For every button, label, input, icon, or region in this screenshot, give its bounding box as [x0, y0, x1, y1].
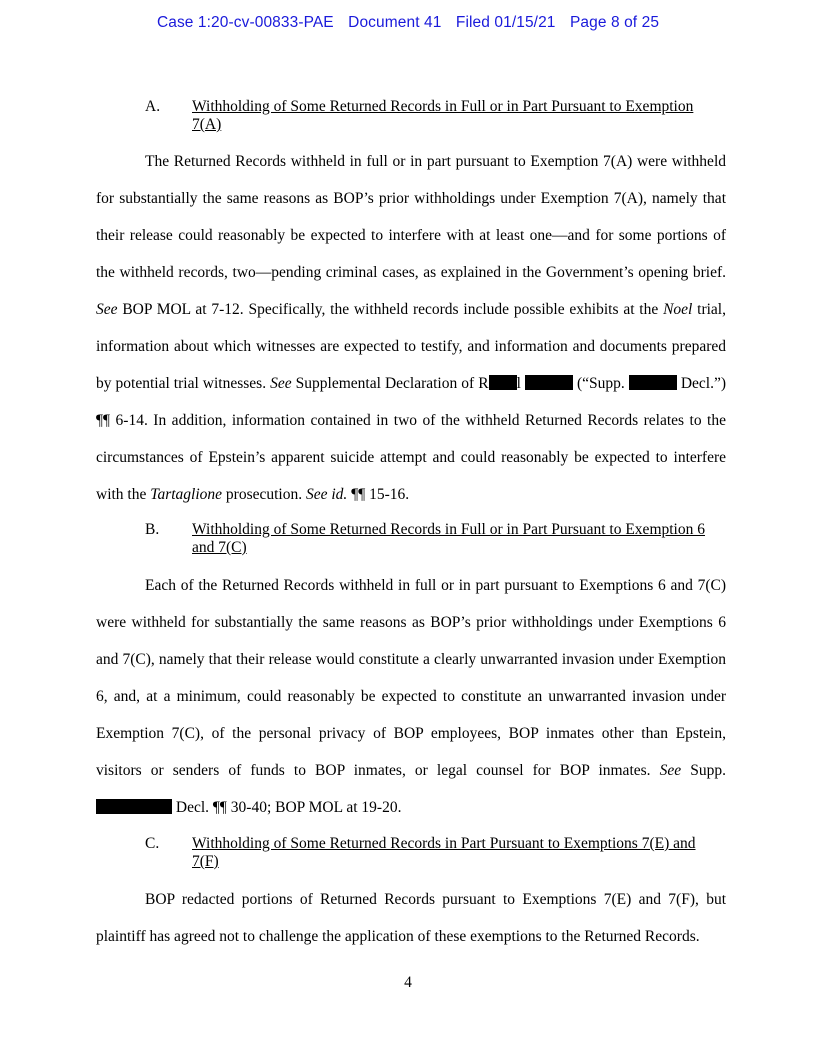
section-b-title: Withholding of Some Returned Records in Full or in Part Pursuant to Exemption 6 and 7(C) — [192, 521, 705, 556]
case-number: Case 1:20-cv-00833-PAE — [156, 14, 334, 31]
page-indicator: Page 8 of 25 — [569, 14, 660, 31]
section-c-title: Withholding of Some Returned Records in Part Pursuant to Exemptions 7(E) and 7(F) — [192, 835, 696, 870]
redaction-block — [629, 375, 677, 390]
section-a-paragraph: The Returned Records withheld in full or in part pursuant to Exemption 7(A) were withheld for substantially the same reasons as BOP’s prior withholdings under Exemption 7(A), namely that their release could reasonably be expected to interfere with at least one—and for some portions of the withheld records, two—pending criminal cases, as explained in the Government’s opening brief. See BOP MOL at 7-12. Specifically, the withheld records include possible exhibits at the Noel trial, information about which witnesses are expected to testify, and information and documents prepared by potential trial witnesses. See Supplemental Declaration of R l (“Supp. Decl.”) ¶¶ 6-14. In addition, information contained in two of the withheld Returned Records relates to the circumstances of Epstein’s apparent suicide attempt and could reasonably be expected to interfere with the Tartaglione prosecution. See id. ¶¶ 15-16. — [96, 153, 726, 503]
section-a-letter: A. — [145, 98, 161, 115]
section-b-letter: B. — [145, 521, 160, 538]
page-number: 4 — [404, 974, 412, 991]
section-b-paragraph: Each of the Returned Records withheld in full or in part pursuant to Exemptions 6 and 7(C) were withheld for substantially the same reasons as BOP’s prior withholdings under Exemptions 6 and 7(C), namely that their release would constitute a clearly unwarranted invasion under Exemption 6, and, at a minimum, could reasonably be expected to constitute an unwarranted invasion under Exemption 7(C), of the personal privacy of BOP employees, BOP inmates other than Epstein, visitors or senders of funds to BOP inmates, or legal counsel for BOP inmates. See Supp. Decl. ¶¶ 30-40; BOP MOL at 19-20. — [96, 577, 727, 816]
case-header — [0, 14, 816, 32]
document-number: Document 41 — [348, 14, 442, 31]
section-c-letter: C. — [145, 835, 160, 852]
section-c-paragraph: BOP redacted portions of Returned Records pursuant to Exemptions 7(E) and 7(F), but plaintiff has agreed not to challenge the application of these exemptions to the Returned Records. — [96, 891, 726, 945]
section-a-title: Withholding of Some Returned Records in Full or in Part Pursuant to Exemption 7(A) — [192, 98, 694, 133]
redaction-block — [96, 799, 172, 814]
redaction-block — [489, 375, 517, 390]
redaction-block — [525, 375, 573, 390]
filed-date: Filed 01/15/21 — [455, 14, 556, 31]
